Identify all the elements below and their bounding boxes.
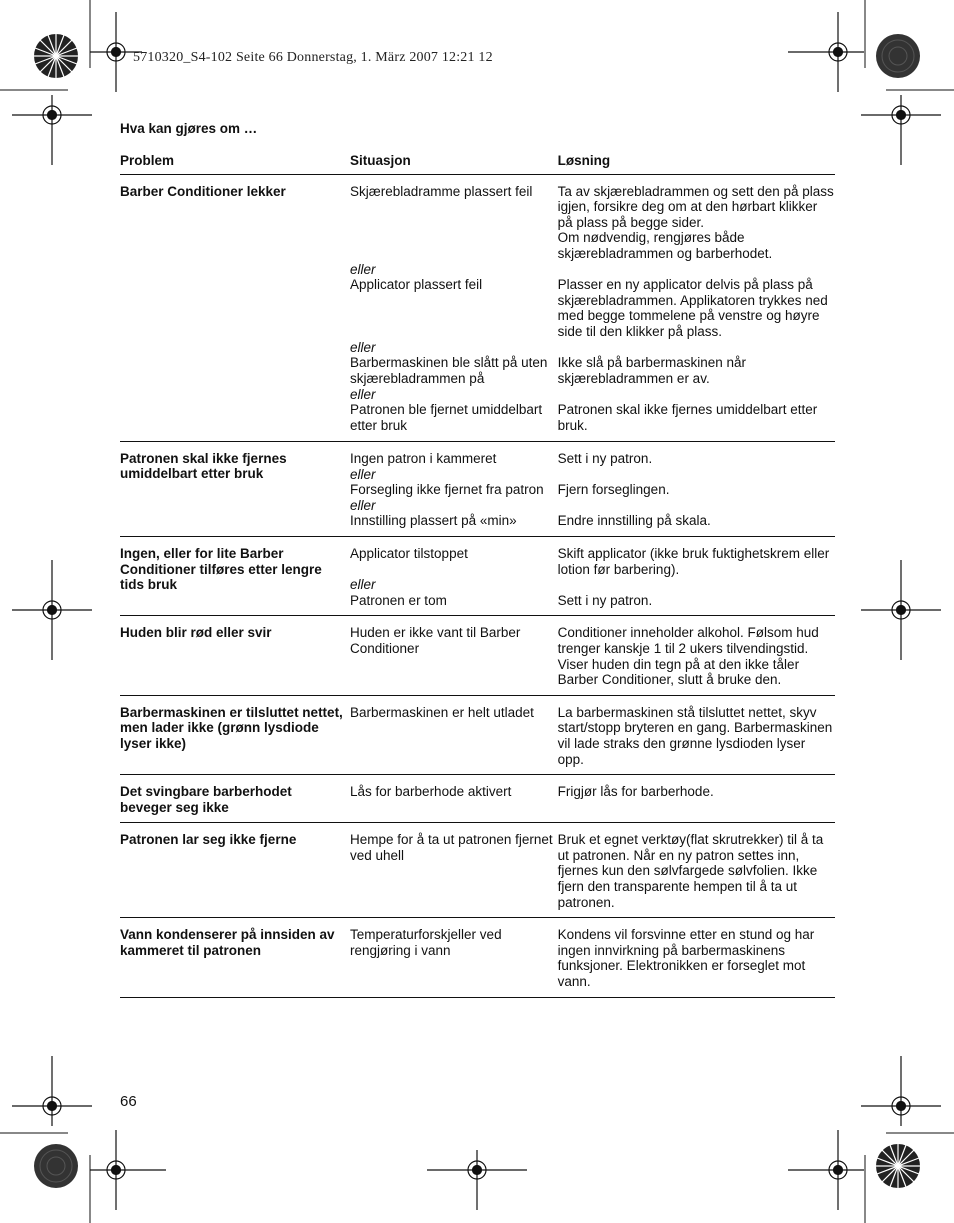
solution-item	[558, 387, 835, 434]
spacer	[558, 262, 835, 278]
table-row	[120, 823, 835, 918]
problem-cell: Barbermaskinen er tilsluttet nettet, men lader ikke (grønn lysdiode lyser ikke)	[120, 695, 350, 774]
solution-text: Conditioner inneholder alkohol. Følsom hud trenger kanskje 1 til 2 ukers tilvendingstid. Viser huden din tegn på at den ikke tåler Barber Conditioner, slutt å bruke den.	[557, 625, 819, 688]
spacer	[558, 577, 835, 593]
situation-cell	[350, 775, 558, 823]
solution-text: Ikke slå på barbermaskinen når skjærebladrammen er av.	[557, 355, 746, 386]
solution-cell	[558, 536, 835, 615]
situation-text: Skjærebladramme plassert feil	[350, 183, 533, 199]
situation-item	[350, 784, 558, 800]
solution-cell	[558, 616, 835, 695]
situation-cell	[350, 536, 558, 615]
table-row	[120, 441, 835, 536]
problem-cell: Patronen lar seg ikke fjerne	[120, 823, 350, 918]
situation-text: Applicator plassert feil	[350, 277, 483, 293]
spacer	[558, 498, 835, 514]
table-row	[120, 918, 835, 997]
situation-text: Huden er ikke vant til Barber Conditioner	[350, 625, 521, 656]
solution-item	[558, 498, 835, 529]
solution-text: La barbermaskinen stå tilsluttet nettet, skyv start/stopp bryteren en gang. Barbermaskinen vil lade straks den grønne lysdioden lyser opp.	[557, 704, 833, 767]
spacer	[558, 387, 835, 403]
solution-text: Kondens vil forsvinne etter en stund og har ingen innvirkning på barbermaskinens funksjoner. Elektronikken er forseglet mot vann.	[557, 927, 815, 990]
solution-cell	[558, 823, 835, 918]
situation-text: Ingen patron i kammeret	[350, 450, 497, 466]
situation-item	[350, 577, 558, 608]
solution-cell	[558, 695, 835, 774]
table-row	[120, 775, 835, 823]
problem-cell: Vann kondenserer på innsiden av kammeret til patronen	[120, 918, 350, 997]
solution-text: Sett i ny patron.	[557, 450, 653, 466]
solution-item	[558, 340, 835, 387]
or-label: eller	[350, 576, 376, 592]
situation-cell	[350, 174, 558, 441]
table-body	[120, 174, 835, 997]
problem-cell: Patronen skal ikke fjernes umiddelbart etter bruk	[120, 441, 350, 536]
page-number: 66	[120, 1093, 137, 1110]
situation-item	[350, 451, 558, 467]
header-situation: Situasjon	[350, 148, 558, 174]
solution-item	[558, 451, 835, 467]
problem-cell: Huden blir rød eller svir	[120, 616, 350, 695]
table-row	[120, 616, 835, 695]
solution-cell	[558, 441, 835, 536]
spacer	[558, 340, 835, 356]
solution-cell	[558, 918, 835, 997]
problem-cell: Barber Conditioner lekker	[120, 174, 350, 441]
situation-text: Innstilling plassert på «min»	[350, 513, 517, 529]
solution-item	[558, 546, 835, 577]
situation-text: Barbermaskinen ble slått på uten skjærebladrammen på	[350, 355, 548, 386]
situation-cell	[350, 823, 558, 918]
situation-text: Temperaturforskjeller ved rengjøring i vann	[350, 927, 502, 958]
solution-item	[558, 705, 835, 767]
situation-cell	[350, 616, 558, 695]
table-row	[120, 536, 835, 615]
situation-text: Barbermaskinen er helt utladet	[350, 704, 534, 720]
situation-cell	[350, 441, 558, 536]
or-label: eller	[350, 386, 376, 402]
table-row	[120, 174, 835, 441]
solution-text: Ta av skjærebladrammen og sett den på plass igjen, forsikre deg om at den hørbart klikker på plass på begge sider. Om nødvendig, rengjøres både skjærebladrammen og barberhodet.	[557, 183, 834, 261]
situation-text: Applicator tilstoppet	[350, 545, 468, 561]
solution-text: Bruk et egnet verktøy(flat skrutrekker) til å ta ut patronen. Når en ny patron settes inn, fjernes kun den sølvfargede sølvfolien. Ikke fjern den transparente hempen til å ta ut patronen.	[557, 832, 824, 910]
situation-item	[350, 498, 558, 529]
solution-text: Sett i ny patron.	[557, 592, 653, 608]
header-problem: Problem	[120, 148, 350, 174]
situation-text: Hempe for å ta ut patronen fjernet ved uhell	[350, 832, 553, 863]
situation-text: Forsegling ikke fjernet fra patron	[350, 482, 544, 498]
situation-text: Patronen er tom	[350, 592, 447, 608]
situation-item	[350, 387, 558, 434]
solution-item	[558, 625, 835, 687]
situation-item	[350, 262, 558, 340]
solution-text: Plasser en ny applicator delvis på plass på skjærebladrammen. Applikatoren trykkes ned med begge tommelene på venstre og høyre side til den klikker på plass.	[557, 277, 828, 339]
problem-cell: Ingen, eller for lite Barber Conditioner tilføres etter lengre tids bruk	[120, 536, 350, 615]
section-title: Hva kan gjøres om …	[120, 121, 258, 136]
solution-item	[558, 262, 835, 340]
solution-item	[558, 927, 835, 989]
solution-item	[558, 467, 835, 498]
table-header-row	[120, 148, 835, 174]
solution-item	[558, 184, 835, 262]
situation-cell	[350, 695, 558, 774]
situation-text: Lås for barberhode aktivert	[350, 784, 512, 800]
solution-text: Endre innstilling på skala.	[557, 513, 711, 529]
header-solution: Løsning	[558, 148, 835, 174]
table-row	[120, 695, 835, 774]
spacer	[558, 467, 835, 483]
solution-text: Frigjør lås for barberhode.	[557, 784, 714, 800]
situation-item	[350, 467, 558, 498]
solution-item	[558, 784, 835, 800]
or-label: eller	[350, 261, 376, 277]
situation-item	[350, 625, 558, 687]
situation-item	[350, 705, 558, 767]
solution-text: Patronen skal ikke fjernes umiddelbart etter bruk.	[557, 402, 818, 433]
solution-item	[558, 577, 835, 608]
situation-item	[350, 184, 558, 262]
situation-item	[350, 546, 558, 577]
situation-cell	[350, 918, 558, 997]
solution-text: Fjern forseglingen.	[557, 482, 670, 498]
print-slug: 5710320_S4-102 Seite 66 Donnerstag, 1. März 2007 12:21 12	[133, 50, 493, 65]
problem-cell: Det svingbare barberhodet beveger seg ikke	[120, 775, 350, 823]
or-label: eller	[350, 497, 376, 513]
troubleshooting-table	[120, 148, 835, 998]
situation-item	[350, 927, 558, 989]
situation-text: Patronen ble fjernet umiddelbart etter bruk	[350, 402, 543, 433]
or-label: eller	[350, 339, 376, 355]
situation-item	[350, 340, 558, 387]
solution-cell	[558, 174, 835, 441]
solution-item	[558, 832, 835, 910]
solution-cell	[558, 775, 835, 823]
or-label: eller	[350, 466, 376, 482]
situation-item	[350, 832, 558, 910]
solution-text: Skift applicator (ikke bruk fuktighetskrem eller lotion før barbering).	[557, 545, 830, 577]
